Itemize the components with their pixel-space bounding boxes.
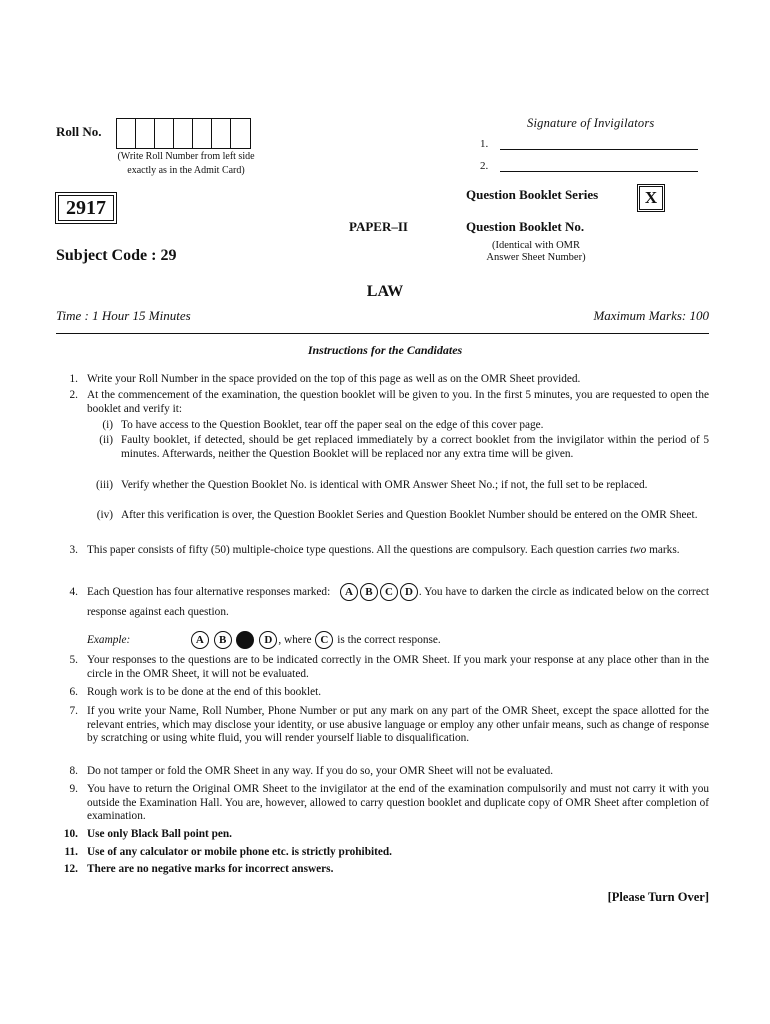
roll-digit-box[interactable] xyxy=(174,119,193,148)
item-number: 9. xyxy=(69,783,78,795)
instruction-item xyxy=(56,582,709,622)
example-correct-circle: C xyxy=(315,631,333,649)
roll-digit-box[interactable] xyxy=(212,119,231,148)
item-text: Use of any calculator or mobile phone etc. is strictly prohibited. xyxy=(87,846,392,858)
item-number: 3. xyxy=(69,544,78,556)
series-box xyxy=(637,184,665,212)
item-text: If you write your Name, Roll Number, Phone Number or put any mark on any part of the OMR Sheet, except the space allotted for the relevant entries, which may disclose your identity, or use abusive language or employ any other unfair means, such as change of response by scratching or using white fluid, you will render yourself liable to disqualification. xyxy=(87,705,709,745)
item-text: There are no negative marks for incorrect answers. xyxy=(87,863,334,875)
instruction-sub-item xyxy=(87,434,709,461)
roll-note-line: (Write Roll Number from left side xyxy=(117,151,255,162)
example-where: , where xyxy=(278,634,312,646)
item-text xyxy=(87,544,709,558)
instruction-item xyxy=(56,783,709,824)
item-number: 8. xyxy=(69,765,78,777)
sub-item-text: After this verification is over, the Question Booklet Series and Question Booklet Number should be entered on the OMR Sheet. xyxy=(121,509,698,521)
item-text: Write your Roll Number in the space provided on the top of this page as well as on the OMR Sheet provided. xyxy=(87,373,581,385)
instruction-sub-item xyxy=(87,479,709,493)
item-text: At the commencement of the examination, the question booklet will be given to you. In the first 5 minutes, you are requested to open the booklet and verify it: xyxy=(87,389,709,415)
example-tail: is the correct response. xyxy=(337,634,441,646)
subject-code: Subject Code : 29 xyxy=(56,247,177,264)
roll-digit-box[interactable] xyxy=(231,119,250,148)
booklet-note-line: Answer Sheet Number) xyxy=(486,252,586,263)
instruction-item xyxy=(56,389,709,416)
item-text-emphasis: two xyxy=(629,544,647,556)
signature-rule xyxy=(500,139,698,150)
instruction-item xyxy=(56,765,709,779)
roll-number-boxes[interactable] xyxy=(116,118,251,149)
example-option-d-circle: D xyxy=(259,631,277,649)
item-text: Use only Black Ball point pen. xyxy=(87,828,233,840)
instructions-title: Instructions for the Candidates xyxy=(307,343,463,357)
example-filled-circle xyxy=(236,631,254,649)
series-value: X xyxy=(639,186,663,210)
item-text-part: . You have to darken the circle as indicated below on the correct response against each question. xyxy=(87,586,709,618)
booklet-code: 2917 xyxy=(58,195,114,221)
instruction-item xyxy=(56,846,709,860)
item-text-part: Each Question has four alternative responses marked: xyxy=(87,586,331,598)
instruction-item xyxy=(56,686,709,700)
sub-item-number: (iii) xyxy=(96,479,113,491)
instruction-sub-item xyxy=(87,419,709,433)
roll-note-line: exactly as in the Admit Card) xyxy=(127,165,245,176)
item-number: 2. xyxy=(69,389,78,401)
booklet-number-label: Question Booklet No. xyxy=(466,219,585,234)
booklet-number-note xyxy=(470,240,602,264)
sub-item-text: Verify whether the Question Booklet No. is identical with OMR Answer Sheet No.; if not, the full set to be replaced. xyxy=(121,479,648,491)
item-text: You have to return the Original OMR Sheet to the invigilator at the end of the examination compulsorily and must not carry it with you outside the Examination Hall. You are, however, allowed to carry question booklet and duplicate copy of OMR Sheet after completion of examination. xyxy=(87,783,709,823)
signature-number: 1. xyxy=(480,138,489,150)
signature-number: 2. xyxy=(480,160,489,172)
signature-line-2[interactable] xyxy=(480,160,698,172)
signature-rule xyxy=(500,161,698,172)
roll-digit-box[interactable] xyxy=(155,119,174,148)
please-turn-over: [Please Turn Over] xyxy=(607,890,709,904)
series-label: Question Booklet Series xyxy=(466,187,599,202)
item-text: Your responses to the questions are to be indicated correctly in the OMR Sheet. If you mark your response at any place other than in the circle in the OMR Sheet, it will not be evaluated. xyxy=(87,654,709,680)
signature-title: Signature of Invigilators xyxy=(527,116,655,130)
item-text: Rough work is to be done at the end of this booklet. xyxy=(87,686,322,698)
instruction-item xyxy=(56,373,709,387)
paper-label: PAPER–II xyxy=(349,219,408,234)
roll-number-label: Roll No. xyxy=(56,124,102,139)
example-option-b-circle: B xyxy=(214,631,232,649)
item-number: 7. xyxy=(69,705,78,717)
item-number: 5. xyxy=(69,654,78,666)
item-number: 1. xyxy=(69,373,78,385)
item-number: 10. xyxy=(63,828,78,840)
divider xyxy=(56,333,709,334)
item-number: 4. xyxy=(69,586,78,598)
item-text-part: marks. xyxy=(646,544,680,556)
time-label: Time : 1 Hour 15 Minutes xyxy=(56,308,191,323)
roll-digit-box[interactable] xyxy=(193,119,212,148)
option-c-circle: C xyxy=(380,583,398,601)
booklet-code-box xyxy=(55,192,117,224)
instruction-item xyxy=(56,654,709,681)
example-label: Example: xyxy=(87,634,131,646)
instruction-item xyxy=(56,705,709,746)
max-marks-label: Maximum Marks: 100 xyxy=(593,308,709,323)
signature-line-1[interactable] xyxy=(480,138,698,150)
item-number: 6. xyxy=(69,686,78,698)
example-option-a-circle: A xyxy=(191,631,209,649)
sub-item-number: (i) xyxy=(102,419,113,431)
instruction-sub-item xyxy=(87,509,709,523)
item-text xyxy=(87,582,709,622)
item-number: 11. xyxy=(64,846,78,858)
instruction-item xyxy=(56,863,709,877)
sub-item-number: (iv) xyxy=(96,509,113,521)
item-text-part: This paper consists of fifty (50) multiple-choice type questions. All the questions are compulsory. Each question carries xyxy=(87,544,630,556)
sub-item-text: Faulty booklet, if detected, should be get replaced immediately by a correct booklet from the invigilator within the period of 5 minutes. Afterwards, neither the Question Booklet will be replaced nor any extra time will be given. xyxy=(121,434,709,460)
instruction-item xyxy=(56,544,709,558)
option-b-circle: B xyxy=(360,583,378,601)
item-number: 12. xyxy=(63,863,78,875)
booklet-note-line: (Identical with OMR xyxy=(491,240,581,251)
sub-item-text: To have access to the Question Booklet, tear off the paper seal on the edge of this cover page. xyxy=(121,419,544,431)
instruction-item xyxy=(56,828,709,842)
item-text: Do not tamper or fold the OMR Sheet in any way. If you do so, your OMR Sheet will not be evaluated. xyxy=(87,765,554,777)
roll-digit-box[interactable] xyxy=(117,119,136,148)
roll-digit-box[interactable] xyxy=(136,119,155,148)
option-a-circle: A xyxy=(340,583,358,601)
example-row xyxy=(87,631,441,649)
sub-item-number: (ii) xyxy=(99,434,113,446)
roll-number-note xyxy=(96,150,276,178)
option-d-circle: D xyxy=(400,583,418,601)
subject-title: LAW xyxy=(366,283,404,300)
